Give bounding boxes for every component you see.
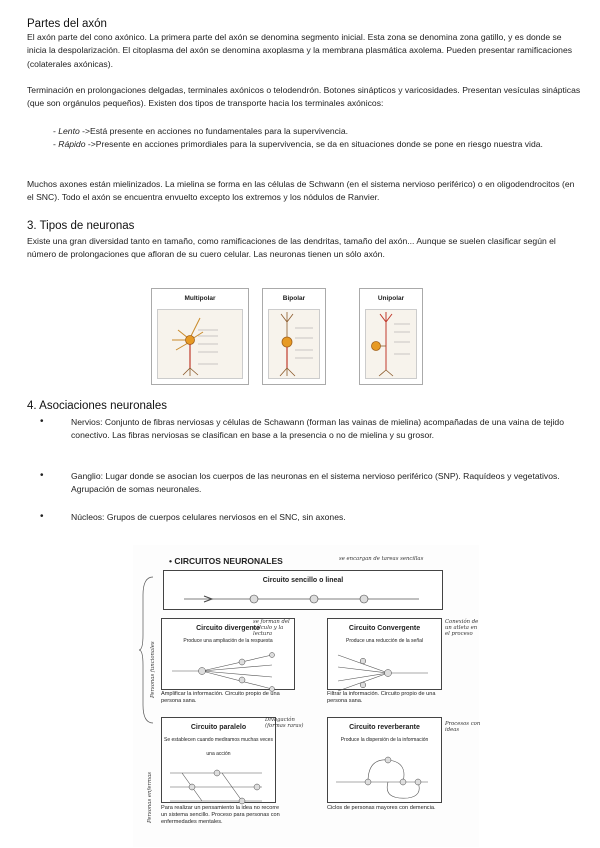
- side-note-enfermas: Personas enfermas: [147, 772, 153, 823]
- circuit-paralelo-sub: Se establecen cuando mediramos muchas veces una acción: [164, 737, 273, 757]
- circuit-convergente-box: [327, 618, 442, 690]
- neuron-title-unipolar: Unipolar: [377, 295, 405, 302]
- circuit-divergente-title: Circuito divergente: [196, 625, 260, 632]
- circuit-convergente-diagram: [328, 649, 439, 695]
- bullet-icon: •: [40, 470, 44, 481]
- axon-paragraph-1: El axón parte del cono axónico. La primera parte del axón se denomina segmento inicial. Esta zona se denomina zona gatillo, y es donde se inicia la despolarización. El citoplasma del axón se denomina axoplasma y la membrana plasmática axolema. Pueden presentar ramificaciones (colaterales axónicas).: [27, 32, 573, 69]
- tipos-paragraph: Existe una gran diversidad tanto en tamaño, como ramificaciones de las dendritas, tamaño del axón... Aunque se suelen clasificar según el número de prolongaciones que afloran de su cuero celular. Las neuronas tienen un sólo axón.: [27, 236, 556, 260]
- note-divergente: se forman del cálculo y la lectura: [253, 619, 290, 637]
- axon-paragraph-2: Terminación en prolongaciones delgadas, terminales axónicos o telodendrón. Botones sinápticos y varicosidades. Presentan vesículas sinápticas (que son orgánulos pequeños). Existen dos tipos de transporte hacia los terminales axónicos:: [27, 85, 581, 109]
- neuron-card-unipolar: [359, 288, 423, 385]
- circuit-divergente-diagram: [162, 649, 292, 695]
- circuit-convergente-title: Circuito Convergente: [348, 625, 421, 632]
- transport-rapido: - Rápido ->Presente en acciones primordiales para la supervivencia, se da en situaciones donde se pone en riesgo nuestra vida.: [53, 139, 543, 149]
- neuron-card-multipolar: [151, 288, 249, 385]
- tipos-heading: 3. Tipos de neuronas: [27, 220, 135, 232]
- circuit-divergente-caption: Amplificar la información. Circuito propio de una persona sana.: [161, 691, 280, 704]
- bipolar-neuron-illustration: [268, 309, 320, 379]
- transport-lento: - Lento ->Está presente en acciones no fundamentales para la supervivencia.: [53, 126, 349, 136]
- circuit-reverberante-diagram: [328, 748, 439, 806]
- circuitos-title: • CIRCUITOS NEURONALES: [169, 556, 283, 566]
- asociaciones-heading: 4. Asociaciones neuronales: [27, 400, 168, 412]
- unipolar-neuron-illustration: [365, 309, 417, 379]
- list-item-nucleos: Núcleos: Grupos de cuerpos celulares nerviosos en el SNC, sin axones.: [71, 512, 346, 522]
- multipolar-neuron-illustration: [157, 309, 243, 379]
- circuit-convergente-caption: Filtrar la información. Circuito propio de una persona sana.: [327, 691, 436, 704]
- circuit-simple-title: Circuito sencillo o lineal: [262, 577, 344, 584]
- neuron-title-bipolar: Bipolar: [282, 295, 306, 302]
- list-item-nervios: Nervios: Conjunto de fibras nerviosas y células de Schawann (forman las vainas de mielina) acompañadas de una vaina de tejido conectivo. Las fibras nerviosas se clasifican en base a la presencia o no de mielina y su grosor.: [71, 417, 564, 441]
- circuit-reverberante-sub: Produce la dispersión de la información: [340, 737, 429, 744]
- circuit-convergente-sub: Produce una reducción de la señal: [346, 638, 423, 645]
- note-top: se encargan de tareas sencillas: [339, 556, 424, 562]
- neuron-title-multipolar: Multipolar: [184, 295, 216, 302]
- circuit-simple-box: [163, 570, 443, 610]
- circuit-paralelo-box: [161, 717, 276, 803]
- side-note-funcionales: Personas funcionales: [150, 641, 156, 698]
- circuit-simple-diagram: [164, 587, 440, 609]
- circuitos-figure: [133, 545, 479, 847]
- bullet-icon: •: [40, 511, 44, 522]
- circuit-reverberante-caption: Ciclos de personas mayores con demencia.: [327, 805, 436, 811]
- lento-text: ->Está presente en acciones no fundamentales para la supervivencia.: [79, 126, 349, 136]
- circuit-paralelo-title: Circuito paralelo: [190, 724, 247, 731]
- note-convergente: Conexión de un atleta en el proceso: [445, 619, 479, 637]
- circuit-divergente-sub: Produce una ampliación de la respuesta: [183, 638, 273, 645]
- neuron-card-bipolar: [262, 288, 326, 385]
- rapido-text: ->Presente en acciones primordiales para la supervivencia, se da en situaciones donde se pone en riesgo nuestra vida.: [85, 139, 543, 149]
- circuit-reverberante-box: [327, 717, 442, 803]
- bullet-icon: •: [40, 416, 44, 427]
- axon-section-title: Partes del axón: [27, 18, 107, 30]
- rapido-label: Rápido: [58, 139, 86, 149]
- lento-label: Lento: [58, 126, 80, 136]
- circuit-reverberante-title: Circuito reverberante: [349, 724, 420, 731]
- axon-paragraph-3: Muchos axones están mielinizados. La mielina se forma en las células de Schwann (en el sistema nervioso periférico) o en oligodendrocitos (en el SNC). Todo el axón se encuentra envuelto excepto los extremos y los nódulos de Ranvier.: [27, 179, 575, 203]
- note-paralelo: Divagación (formas raras): [265, 717, 304, 729]
- note-reverberante: Procesos con ideas: [445, 721, 481, 733]
- circuit-paralelo-caption: Para realizar un pensamiento la idea no recorre un sistema sencillo. Proceso para personas con enfermedades mentales.: [161, 805, 280, 825]
- list-item-ganglio: Ganglio: Lugar donde se asocian los cuerpos de las neuronas en el sistema nervioso periférico (SNP). Raquídeos y vegetativos. Agrupación de somas neuronales.: [71, 471, 560, 495]
